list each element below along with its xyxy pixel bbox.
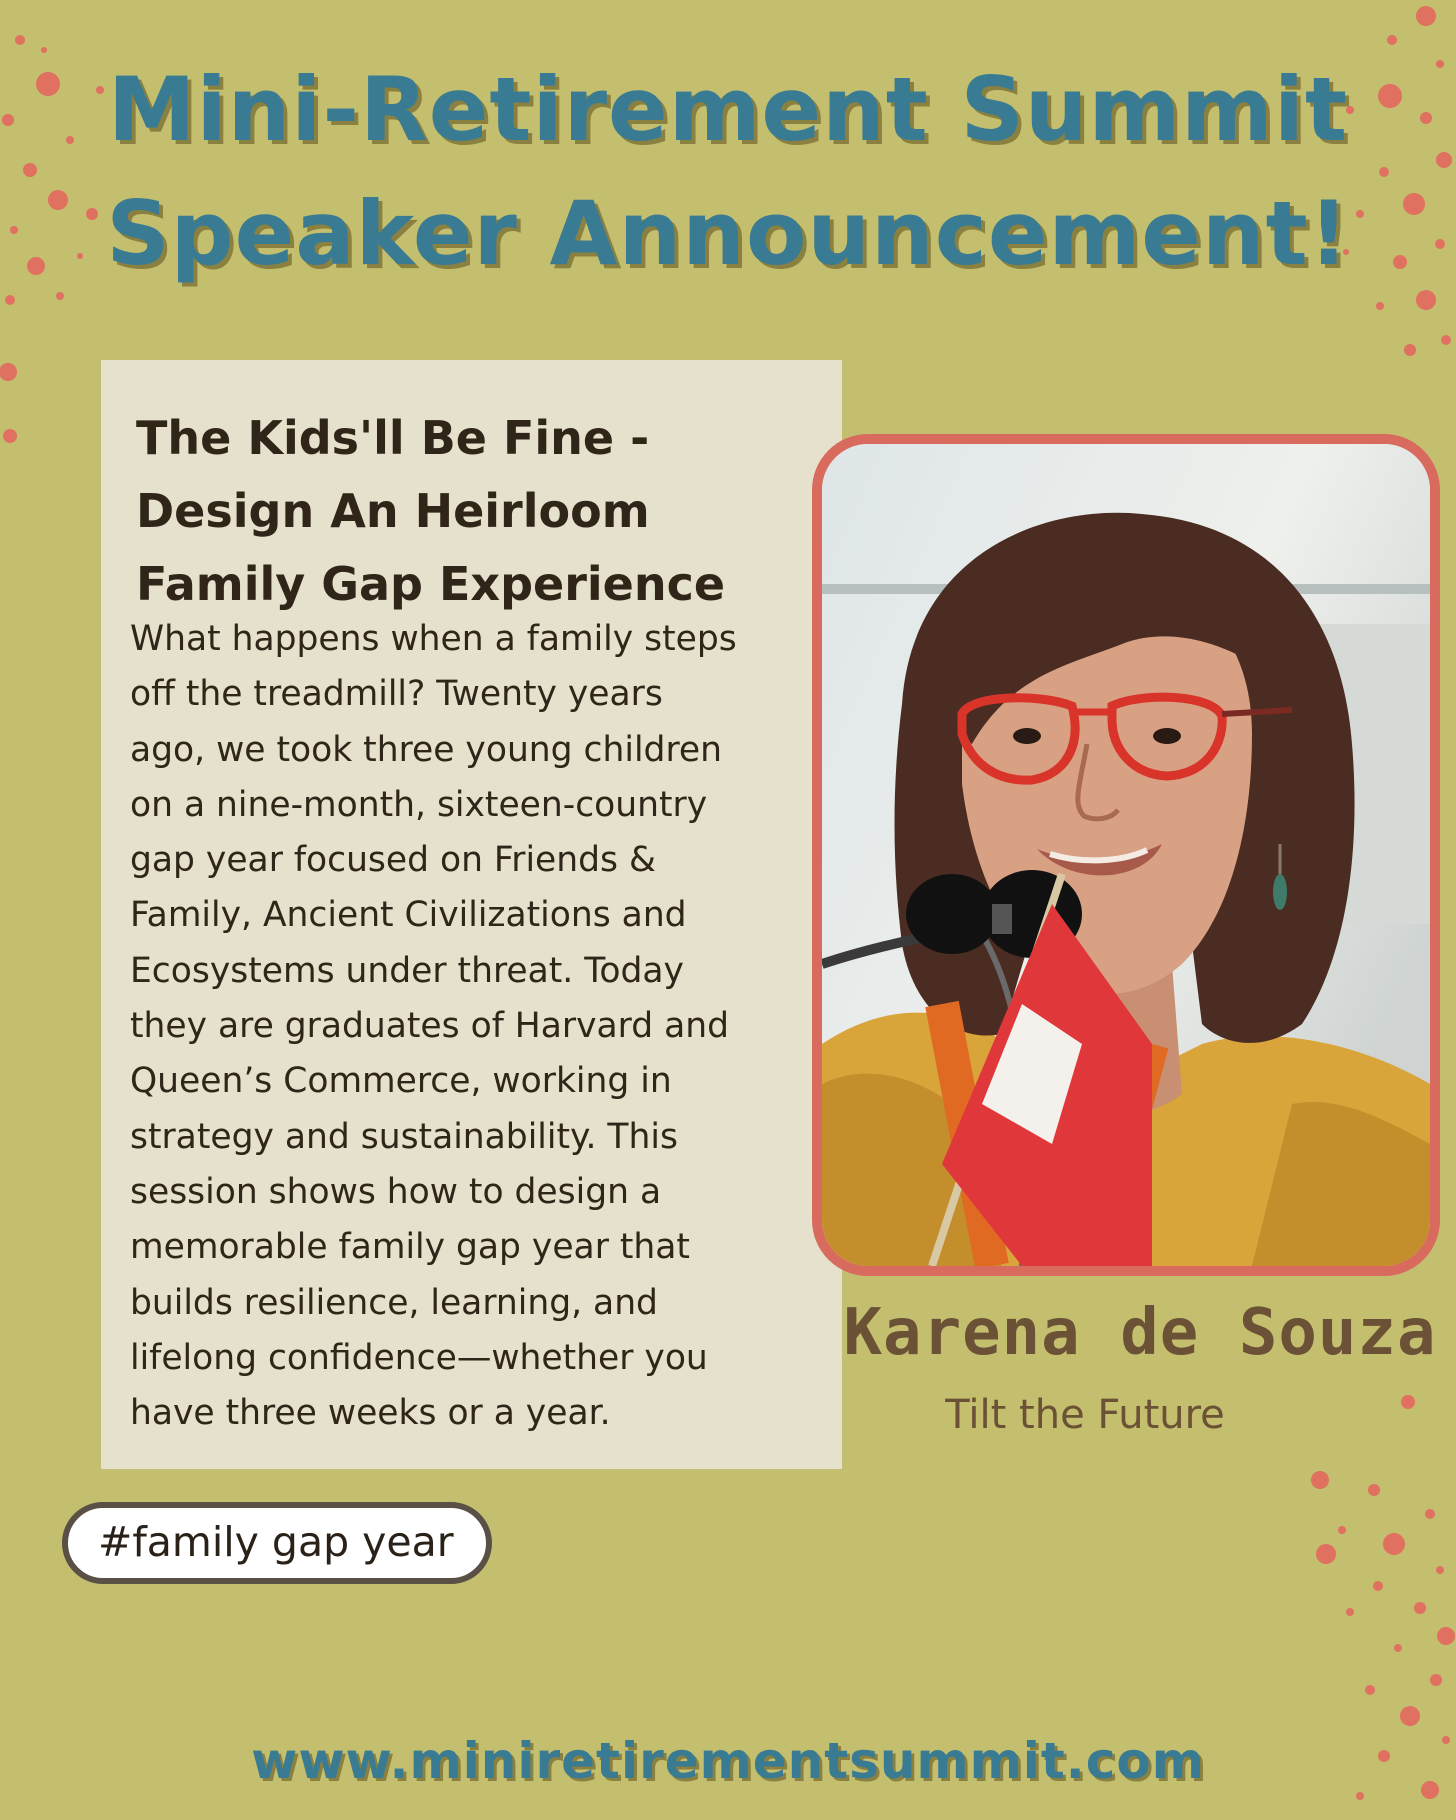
description-line: on a nine-month, sixteen-country	[130, 784, 708, 825]
session-description	[130, 612, 810, 1441]
description-line: Queen’s Commerce, working in	[130, 1061, 672, 1102]
description-line: Ecosystems under threat. Today	[130, 950, 684, 991]
headline-line-1: Mini-Retirement Summit	[107, 58, 1349, 161]
headline-line-2: Speaker Announcement!	[106, 182, 1350, 285]
description-line: builds resilience, learning, and	[130, 1282, 658, 1323]
description-line: have three weeks or a year.	[130, 1393, 611, 1434]
hashtag-badge: #family gap year	[62, 1502, 492, 1584]
description-line: session shows how to design a	[130, 1171, 662, 1212]
description-line: gap year focused on Friends &	[130, 840, 656, 881]
description-line: ago, we took three young children	[130, 729, 722, 770]
session-title-line: Design An Heirloom	[136, 484, 650, 538]
speaker-photo	[812, 434, 1440, 1276]
description-line: memorable family gap year that	[130, 1227, 690, 1268]
speaker-organization: Tilt the Future	[945, 1392, 1225, 1438]
speaker-portrait-icon	[822, 444, 1430, 1266]
session-title-line: The Kids'll Be Fine -	[136, 411, 650, 465]
description-line: Family, Ancient Civilizations and	[130, 895, 687, 936]
website-link[interactable]: www.miniretirementsummit.com	[251, 1732, 1205, 1790]
session-title-line: Family Gap Experience	[136, 557, 726, 611]
description-line: strategy and sustainability. This	[130, 1116, 678, 1157]
description-line: What happens when a family steps	[130, 619, 737, 659]
description-line: they are graduates of Harvard and	[130, 1006, 729, 1047]
announcement-headline	[0, 48, 1456, 296]
session-title	[136, 402, 816, 621]
description-line: lifelong confidence—whether you	[130, 1337, 708, 1378]
speaker-name: Karena de Souza	[843, 1296, 1437, 1370]
description-line: off the treadmill? Twenty years	[130, 674, 663, 715]
